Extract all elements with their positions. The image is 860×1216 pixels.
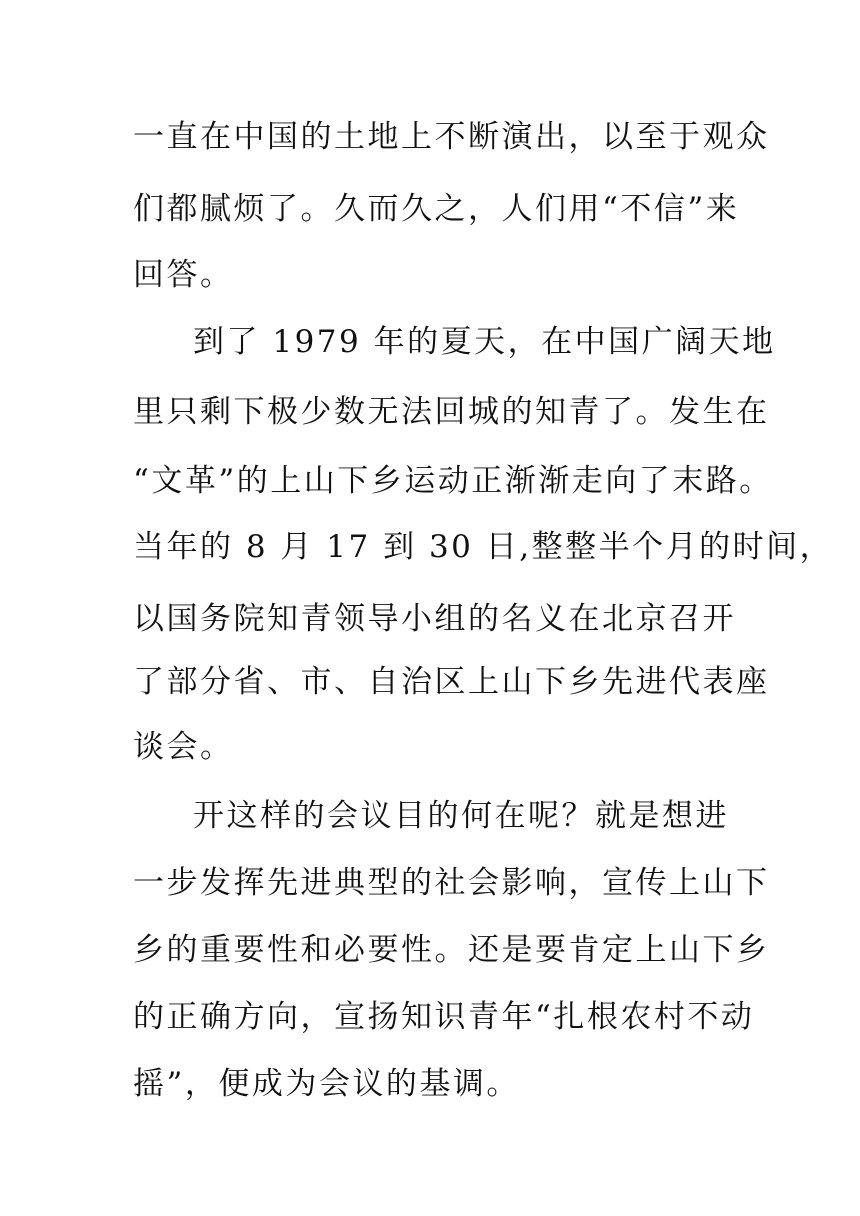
text-line: 乡的重要性和必要性。还是要肯定上山下乡 [133,932,770,968]
text-line: 当年的 8 月 17 到 30 日,整整半个月的时间， [133,529,834,565]
text-line: 了部分省、市、自治区上山下乡先进代表座 [133,664,770,700]
text-line: 开这样的会议目的何在呢？就是想进 [193,798,729,834]
text-line: 摇”，便成为会议的基调。 [133,1066,520,1102]
text-line: 到了 1979 年的夏天，在中国广阔天地 [193,324,776,360]
text-line: 回答。 [133,257,234,293]
text-line: 的正确方向，宣扬知识青年“扎根农村不动 [133,999,755,1035]
text-line: 里只剩下极少数无法回城的知青了。发生在 [133,394,770,430]
text-line: “文革”的上山下乡运动正渐渐走向了末路。 [133,463,773,499]
text-line: 以国务院知青领导小组的名义在北京召开 [133,601,736,637]
text-line: 一直在中国的土地上不断演出，以至于观众 [133,119,770,155]
text-line: 们都腻烦了。久而久之，人们用“不信”来 [133,191,740,227]
text-line: 谈会。 [133,729,234,765]
text-line: 一步发挥先进典型的社会影响，宣传上山下 [133,865,770,901]
